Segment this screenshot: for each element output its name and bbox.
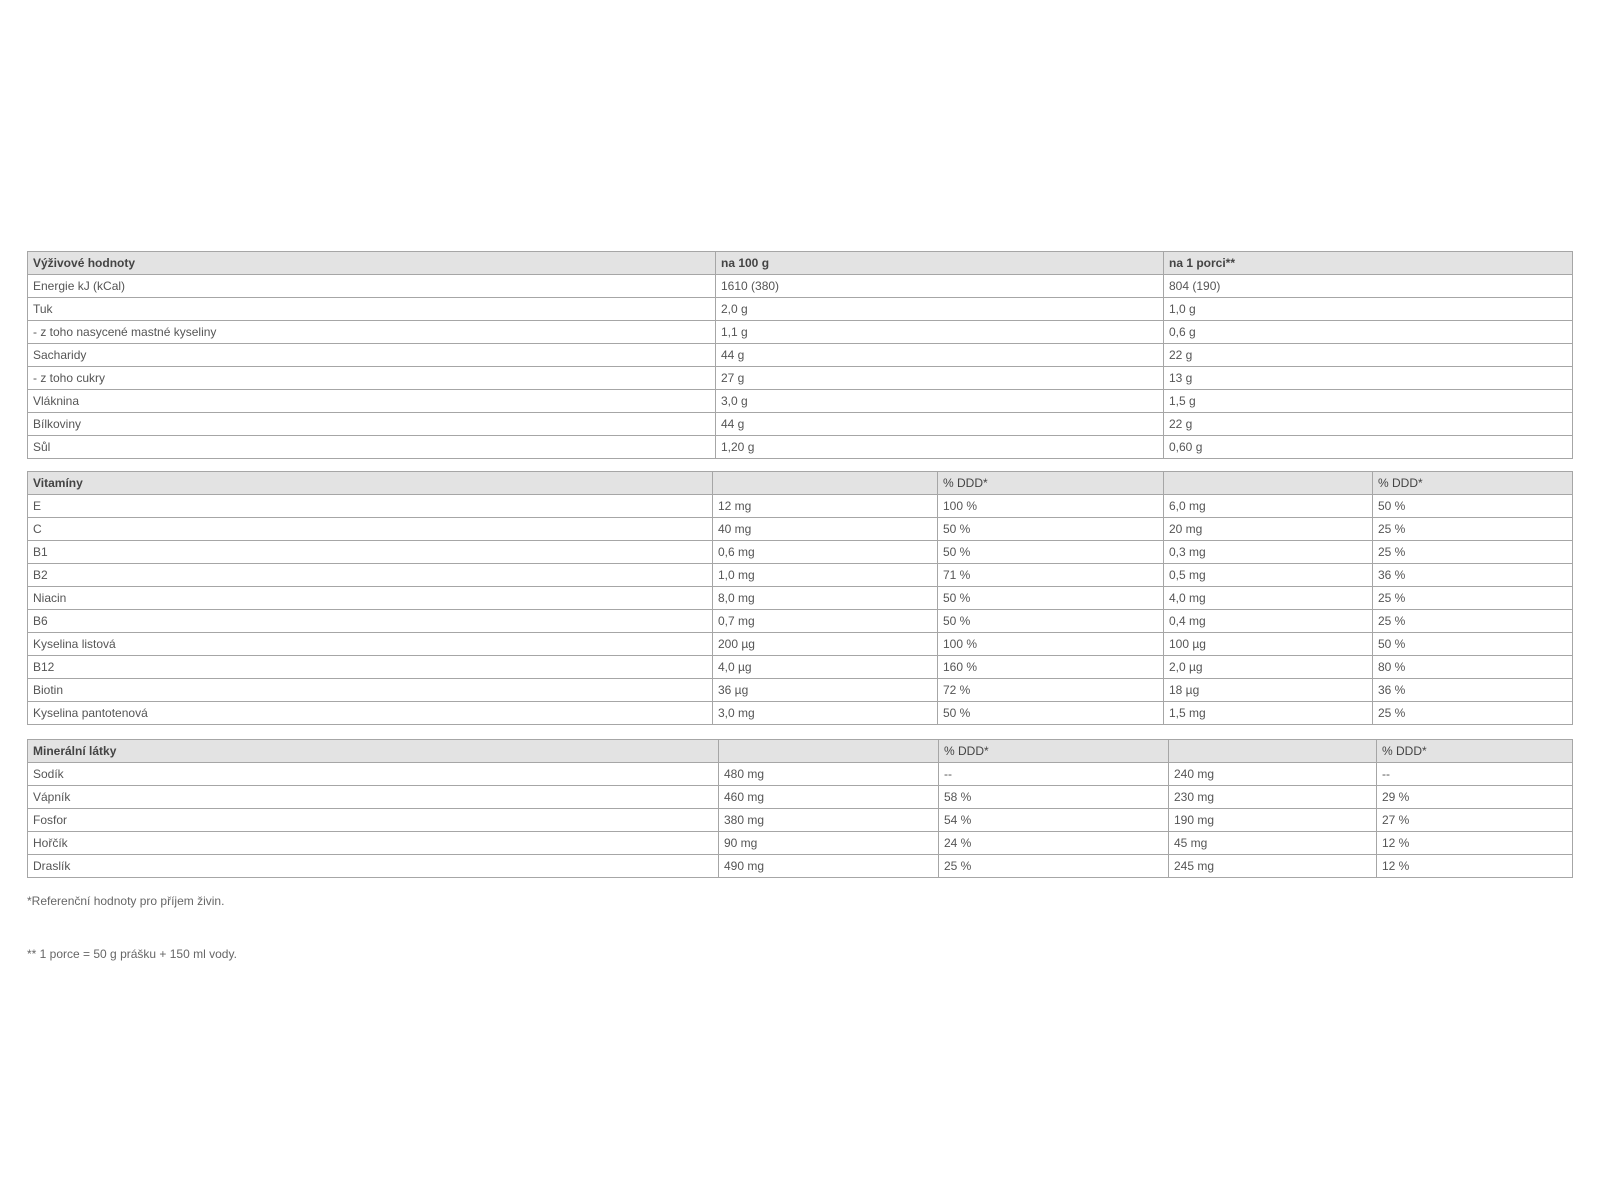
nutrition-header-cell: na 100 g — [716, 252, 1164, 275]
vitamins-cell: Biotin — [28, 679, 713, 702]
nutrition-cell: 27 g — [716, 367, 1164, 390]
nutrition-cell: Sacharidy — [28, 344, 716, 367]
portion-note: ** 1 porce = 50 g prášku + 150 ml vody. — [27, 947, 237, 961]
nutrition-row — [28, 390, 1573, 413]
minerals-cell: 25 % — [939, 855, 1169, 878]
vitamins-cell: 8,0 mg — [713, 587, 938, 610]
vitamins-cell: 12 mg — [713, 495, 938, 518]
vitamins-header-cell: Vitamíny — [28, 472, 713, 495]
nutrition-cell: 2,0 g — [716, 298, 1164, 321]
nutrition-row — [28, 367, 1573, 390]
minerals-header-cell: % DDD* — [939, 740, 1169, 763]
vitamins-cell: B6 — [28, 610, 713, 633]
minerals-row — [28, 855, 1573, 878]
vitamins-cell: 4,0 mg — [1164, 587, 1373, 610]
vitamins-cell: 36 % — [1373, 564, 1573, 587]
nutrition-header-cell: na 1 porci** — [1164, 252, 1573, 275]
vitamins-cell: 18 µg — [1164, 679, 1373, 702]
nutrition-header-cell: Výživové hodnoty — [28, 252, 716, 275]
minerals-header-row — [28, 740, 1573, 763]
minerals-cell: 27 % — [1377, 809, 1573, 832]
vitamins-cell: 0,5 mg — [1164, 564, 1373, 587]
minerals-cell: 29 % — [1377, 786, 1573, 809]
vitamins-cell: 100 µg — [1164, 633, 1373, 656]
nutrition-cell: 804 (190) — [1164, 275, 1573, 298]
minerals-header-cell — [1169, 740, 1377, 763]
vitamins-cell: 3,0 mg — [713, 702, 938, 725]
vitamins-cell: 40 mg — [713, 518, 938, 541]
vitamins-cell: 50 % — [938, 518, 1164, 541]
vitamins-cell: C — [28, 518, 713, 541]
vitamins-cell: 0,4 mg — [1164, 610, 1373, 633]
minerals-cell: 380 mg — [719, 809, 939, 832]
minerals-table — [27, 739, 1573, 878]
vitamins-cell: 25 % — [1373, 541, 1573, 564]
vitamins-cell: 20 mg — [1164, 518, 1373, 541]
minerals-cell: Vápník — [28, 786, 719, 809]
vitamins-table — [27, 471, 1573, 725]
nutrition-row — [28, 344, 1573, 367]
minerals-cell: Hořčík — [28, 832, 719, 855]
vitamins-cell: 50 % — [938, 587, 1164, 610]
minerals-cell: Draslík — [28, 855, 719, 878]
minerals-row — [28, 786, 1573, 809]
vitamins-row — [28, 702, 1573, 725]
vitamins-body — [28, 472, 1573, 725]
vitamins-cell: 0,6 mg — [713, 541, 938, 564]
vitamins-cell: 200 µg — [713, 633, 938, 656]
nutrition-cell: 44 g — [716, 344, 1164, 367]
minerals-cell: Sodík — [28, 763, 719, 786]
minerals-cell: 490 mg — [719, 855, 939, 878]
vitamins-cell: 1,5 mg — [1164, 702, 1373, 725]
nutrition-body — [28, 252, 1573, 459]
minerals-body — [28, 740, 1573, 878]
vitamins-cell: B1 — [28, 541, 713, 564]
minerals-cell: 240 mg — [1169, 763, 1377, 786]
vitamins-cell: 160 % — [938, 656, 1164, 679]
nutrition-row — [28, 321, 1573, 344]
minerals-cell: 12 % — [1377, 832, 1573, 855]
minerals-cell: 45 mg — [1169, 832, 1377, 855]
vitamins-row — [28, 518, 1573, 541]
nutrition-row — [28, 298, 1573, 321]
nutrition-cell: 1,20 g — [716, 436, 1164, 459]
vitamins-row — [28, 656, 1573, 679]
nutrition-cell: Sůl — [28, 436, 716, 459]
minerals-cell: 90 mg — [719, 832, 939, 855]
vitamins-cell: 36 µg — [713, 679, 938, 702]
minerals-cell: 460 mg — [719, 786, 939, 809]
vitamins-cell: 50 % — [938, 541, 1164, 564]
vitamins-header-row — [28, 472, 1573, 495]
vitamins-cell: 4,0 µg — [713, 656, 938, 679]
vitamins-cell: Kyselina listová — [28, 633, 713, 656]
vitamins-header-cell: % DDD* — [1373, 472, 1573, 495]
minerals-header-cell — [719, 740, 939, 763]
vitamins-cell: 0,7 mg — [713, 610, 938, 633]
vitamins-cell: 25 % — [1373, 702, 1573, 725]
nutrition-row — [28, 275, 1573, 298]
vitamins-cell: Niacin — [28, 587, 713, 610]
vitamins-row — [28, 495, 1573, 518]
minerals-cell: -- — [939, 763, 1169, 786]
vitamins-row — [28, 679, 1573, 702]
minerals-cell: -- — [1377, 763, 1573, 786]
vitamins-row — [28, 587, 1573, 610]
vitamins-header-cell — [1164, 472, 1373, 495]
vitamins-row — [28, 633, 1573, 656]
vitamins-header-cell: % DDD* — [938, 472, 1164, 495]
vitamins-cell: 25 % — [1373, 610, 1573, 633]
nutrition-cell: Vláknina — [28, 390, 716, 413]
vitamins-header-cell — [713, 472, 938, 495]
vitamins-row — [28, 564, 1573, 587]
minerals-cell: 230 mg — [1169, 786, 1377, 809]
minerals-cell: 58 % — [939, 786, 1169, 809]
nutrition-cell: - z toho cukry — [28, 367, 716, 390]
vitamins-cell: 36 % — [1373, 679, 1573, 702]
nutrition-cell: 1,1 g — [716, 321, 1164, 344]
nutrition-row — [28, 413, 1573, 436]
nutrition-cell: 1,5 g — [1164, 390, 1573, 413]
vitamins-cell: B2 — [28, 564, 713, 587]
nutrition-cell: - z toho nasycené mastné kyseliny — [28, 321, 716, 344]
nutrition-cell: 0,60 g — [1164, 436, 1573, 459]
nutrition-cell: 1,0 g — [1164, 298, 1573, 321]
nutrition-cell: 1610 (380) — [716, 275, 1164, 298]
nutrition-cell: 3,0 g — [716, 390, 1164, 413]
vitamins-cell: 0,3 mg — [1164, 541, 1373, 564]
minerals-cell: 12 % — [1377, 855, 1573, 878]
vitamins-cell: 1,0 mg — [713, 564, 938, 587]
minerals-cell: 245 mg — [1169, 855, 1377, 878]
minerals-row — [28, 832, 1573, 855]
vitamins-cell: 80 % — [1373, 656, 1573, 679]
nutrition-cell: Tuk — [28, 298, 716, 321]
vitamins-cell: 100 % — [938, 633, 1164, 656]
vitamins-cell: 50 % — [1373, 633, 1573, 656]
minerals-header-cell: Minerální látky — [28, 740, 719, 763]
nutrition-cell: 44 g — [716, 413, 1164, 436]
nutrition-cell: 22 g — [1164, 344, 1573, 367]
vitamins-cell: 71 % — [938, 564, 1164, 587]
nutrition-cell: Bílkoviny — [28, 413, 716, 436]
vitamins-cell: B12 — [28, 656, 713, 679]
vitamins-cell: 50 % — [938, 702, 1164, 725]
nutrition-cell: 13 g — [1164, 367, 1573, 390]
minerals-cell: 54 % — [939, 809, 1169, 832]
vitamins-cell: 25 % — [1373, 587, 1573, 610]
reference-note: *Referenční hodnoty pro příjem živin. — [27, 894, 225, 908]
vitamins-cell: Kyselina pantotenová — [28, 702, 713, 725]
minerals-cell: 190 mg — [1169, 809, 1377, 832]
vitamins-row — [28, 610, 1573, 633]
minerals-header-cell: % DDD* — [1377, 740, 1573, 763]
vitamins-cell: 6,0 mg — [1164, 495, 1373, 518]
nutrition-cell: Energie kJ (kCal) — [28, 275, 716, 298]
nutrition-table — [27, 251, 1573, 459]
minerals-row — [28, 763, 1573, 786]
vitamins-cell: 100 % — [938, 495, 1164, 518]
vitamins-cell: 72 % — [938, 679, 1164, 702]
vitamins-cell: 2,0 µg — [1164, 656, 1373, 679]
vitamins-cell: 50 % — [938, 610, 1164, 633]
minerals-cell: 24 % — [939, 832, 1169, 855]
nutrition-header-row — [28, 252, 1573, 275]
minerals-cell: 480 mg — [719, 763, 939, 786]
minerals-cell: Fosfor — [28, 809, 719, 832]
vitamins-cell: E — [28, 495, 713, 518]
minerals-row — [28, 809, 1573, 832]
vitamins-cell: 25 % — [1373, 518, 1573, 541]
vitamins-row — [28, 541, 1573, 564]
vitamins-cell: 50 % — [1373, 495, 1573, 518]
nutrition-cell: 0,6 g — [1164, 321, 1573, 344]
nutrition-cell: 22 g — [1164, 413, 1573, 436]
nutrition-row — [28, 436, 1573, 459]
